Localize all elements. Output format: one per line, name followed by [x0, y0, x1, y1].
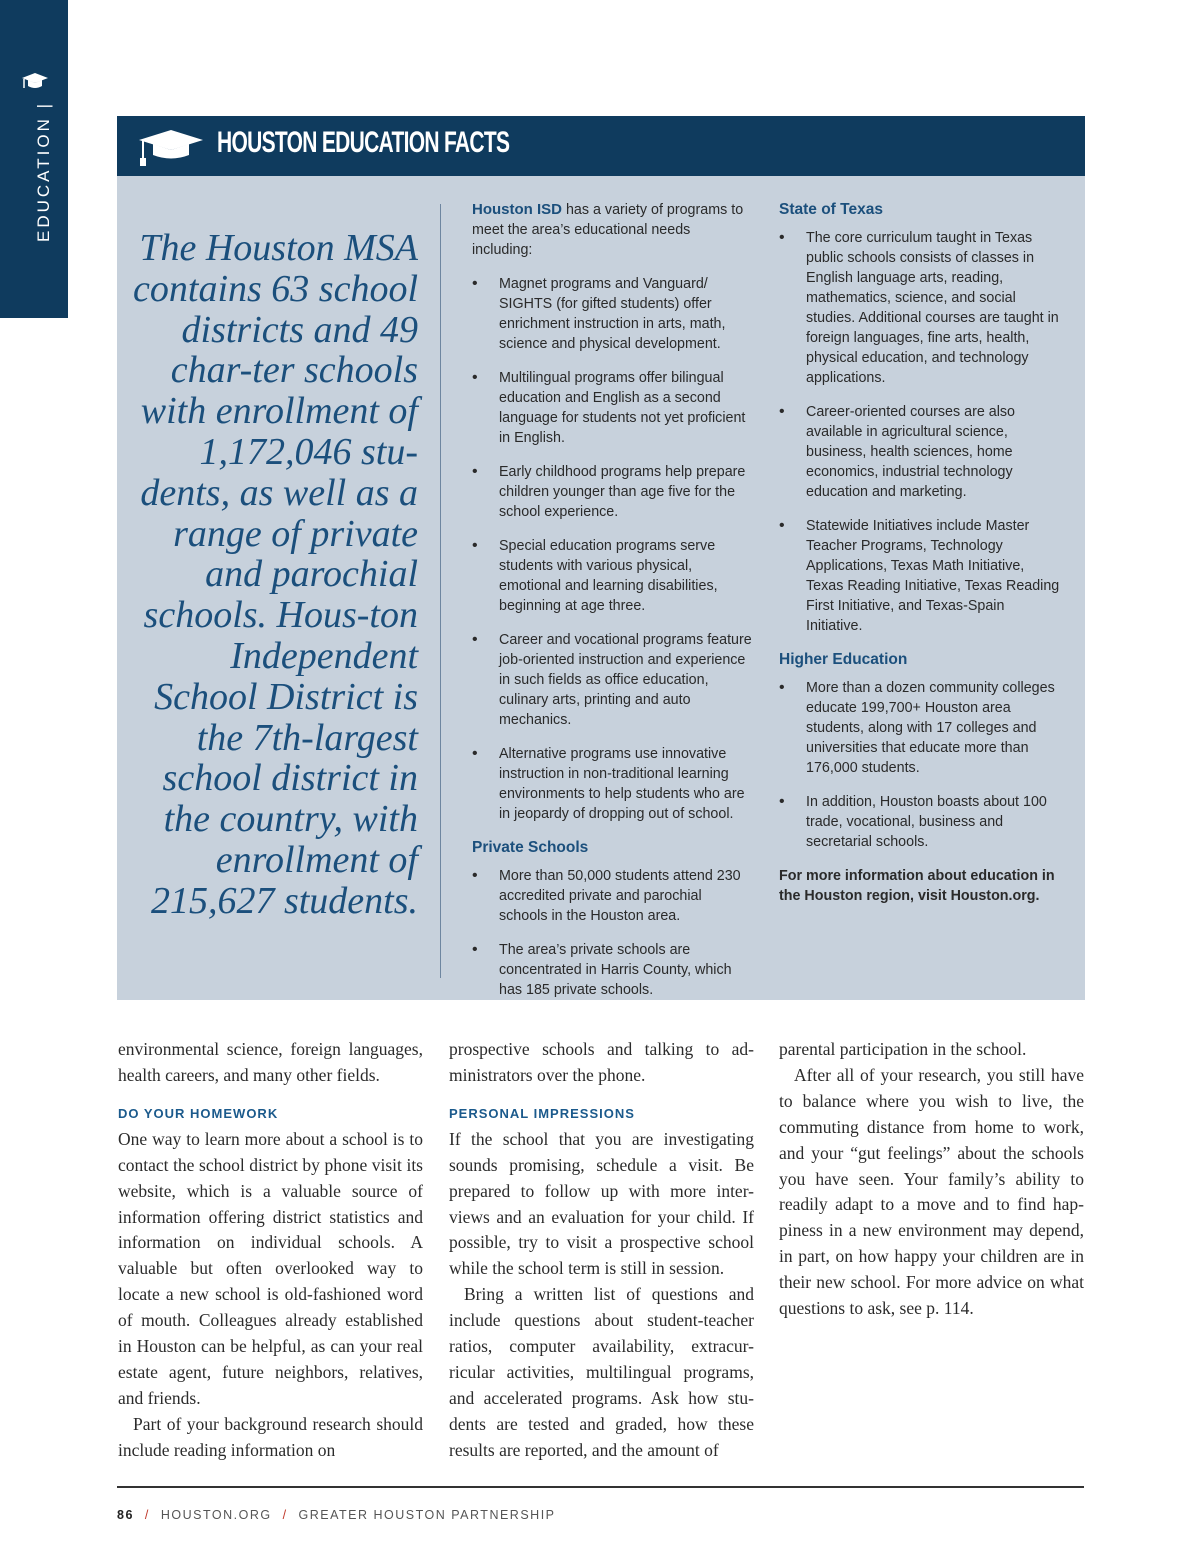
- list-item: • More than 50,000 students attend 230 accredited private and parochial schools in the Houston area.: [472, 866, 754, 926]
- list-item: • Magnet programs and Vanguard/ SIGHTS (for gifted students) offer enrichment instruction in arts, math, science and physical development.: [472, 274, 754, 354]
- texas-heading: State of Texas: [779, 201, 883, 218]
- list-item: • In addition, Houston boasts about 100 trade, vocational, business and secretarial schools.: [779, 792, 1064, 852]
- hisd-intro-text: has a variety of programs to meet the area’s educational needs including:: [472, 202, 744, 258]
- list-item: • Multilingual programs offer bilingual education and English as a second language for students not yet proficient in English.: [472, 368, 754, 448]
- paragraph: After all of your research, you still have to balance where you wish to live, the commuting distance from home to work, and your “gut feelings” about the schools you have seen. Your family’s ability to readily adapt to a move and to find hap-piness in a new environment may depend, in part, on how happy your children are in their new school. For more advice on what questions to ask, see p. 114.: [779, 1064, 1084, 1319]
- body-column-2: [449, 1037, 754, 1464]
- list-item: • Alternative programs use innovative instruction in non-traditional learning environments to help students who are in jeopardy of dropping out of school.: [472, 744, 754, 824]
- higher-ed-list: [779, 678, 1064, 852]
- list-item: • Career and vocational programs feature job-oriented instruction and experience in such fields as office education, culinary arts, printing and auto mechanics.: [472, 630, 754, 730]
- footer-separator: /: [144, 1508, 150, 1522]
- paragraph: Part of your background research should include reading information on: [118, 1413, 423, 1460]
- graduation-cap-icon: [20, 70, 50, 94]
- list-item: • Special education programs serve students with various physical, emotional and learning disabilities, beginning at age three.: [472, 536, 754, 616]
- list-item: • More than a dozen community colleges educate 199,700+ Houston area students, along with 17 colleges and universities that educate more than 176,000 students.: [779, 678, 1064, 778]
- section-heading: DO YOUR HOMEWORK: [118, 1105, 279, 1121]
- private-list: [472, 866, 754, 1000]
- list-item: • Early childhood programs help prepare children younger than age five for the school experience.: [472, 462, 754, 522]
- texas-list: [779, 228, 1064, 636]
- facts-column-hisd: [472, 200, 754, 1000]
- page-footer: [117, 1508, 556, 1522]
- facts-column-texas: [779, 200, 1064, 906]
- list-item: • The area’s private schools are concentrated in Harris County, which has 185 private schools.: [472, 940, 754, 1000]
- footer-org: GREATER HOUSTON PARTNERSHIP: [298, 1508, 556, 1522]
- more-info: For more information about education in the Houston region, visit Houston.org.: [779, 868, 1055, 904]
- section-heading: PERSONAL IMPRESSIONS: [449, 1105, 635, 1121]
- hisd-intro: [472, 200, 754, 260]
- paragraph: Bring a written list of questions and include questions about student-teacher ratios, computer availability, extracur-ricular activities, multilingual programs, and accelerated programs. Ask how stu-dents are tested and graded, how these results are reported, and the amount of: [449, 1284, 754, 1460]
- facts-title: HOUSTON EDUCATION FACTS: [217, 126, 510, 159]
- section-tab: [0, 0, 68, 318]
- graduation-cap-icon: [137, 128, 205, 168]
- body-column-1: [118, 1037, 423, 1464]
- list-item: • Career-oriented courses are also available in agricultural science, business, health sciences, home economics, industrial technology education and marketing.: [779, 402, 1064, 502]
- page-number: 86: [117, 1508, 134, 1522]
- higher-ed-heading: Higher Education: [779, 651, 908, 668]
- facts-header: [117, 116, 1085, 176]
- pull-quote: The Houston MSA contains 63 school districts and 49 char-ter schools with enrollment of 1,172,046 stu-dents, as well as a range of private and parochial schools. Hous-ton Independent School District is the 7th-largest school district in the country, with enrollment of 215,627 students.: [133, 227, 418, 922]
- paragraph: One way to learn more about a school is to contact the school district by phone visit its website, which is a valuable source of information offering district statistics and information on individual schools. A valuable but often overlooked way to locate a new school is old-fashioned word of mouth. Colleagues already established in Houston can be helpful, as can your real estate agent, future neighbors, relatives, and friends.: [118, 1128, 423, 1408]
- hisd-list: [472, 274, 754, 824]
- column-divider: [440, 204, 441, 978]
- footer-separator: /: [282, 1508, 288, 1522]
- section-label: EDUCATION |: [34, 101, 53, 242]
- paragraph: parental participation in the school.: [779, 1039, 1027, 1059]
- private-heading: Private Schools: [472, 839, 589, 856]
- footer-site-link[interactable]: HOUSTON.ORG: [160, 1508, 272, 1522]
- body-column-3: [779, 1037, 1084, 1322]
- list-item: • The core curriculum taught in Texas public schools consists of classes in English language arts, reading, mathematics, science, and social studies. Additional courses are taught in foreign languages, fine arts, health, physical education, and technology applications.: [779, 228, 1064, 388]
- paragraph: environmental science, foreign languages, health careers, and many other fields.: [118, 1039, 423, 1085]
- hisd-name: Houston ISD: [472, 201, 562, 218]
- paragraph: If the school that you are investigating sounds promising, schedule a visit. Be prepared to follow up with more inter-views and an evaluation for your child. If possible, try to visit a prospective school while the school term is still in session.: [449, 1128, 754, 1279]
- paragraph: prospective schools and talking to ad-ministrators over the phone.: [449, 1039, 754, 1085]
- list-item: • Statewide Initiatives include Master Teacher Programs, Technology Applications, Texas Math Initiative, Texas Reading Initiative, Texas Reading First Initiative, and Texas-Spain Initiative.: [779, 516, 1064, 636]
- footer-rule: [117, 1486, 1084, 1488]
